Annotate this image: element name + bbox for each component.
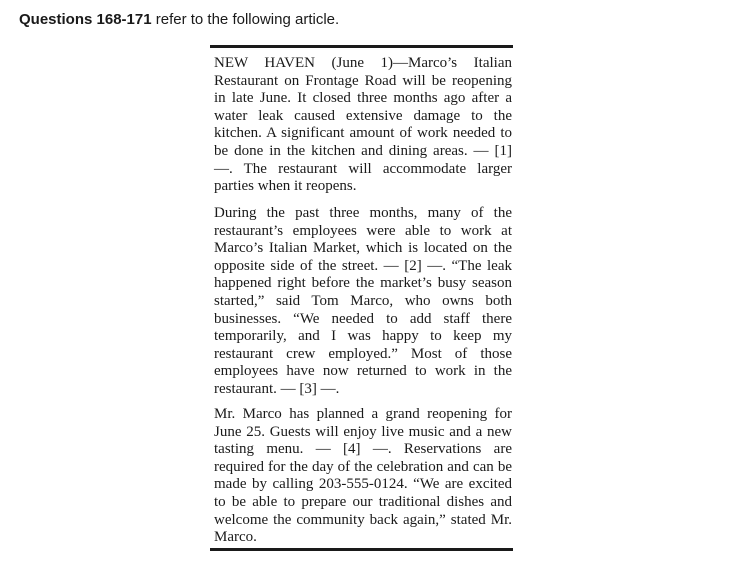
question-instruction: refer to the following article. [155,11,340,28]
article-box [210,45,513,551]
article-paragraph-3: Mr. Marco has planned a grand reopening for June 25. Guests will enjoy live music and a new tasting menu. — [4] —. Reservations are required for the day of the celebration and can be made by calling 203-555-0124. “We are excited to be able to prepare our traditional dishes and welcome the community back again,” stated Mr. Marco. [214,406,512,546]
question-number: Questions 168-171 [19,11,152,28]
article-paragraph-1: NEW HAVEN (June 1)—Marco’s Italian Restaurant on Frontage Road will be reopening in late June. It closed three months ago after a water leak caused extensive damage to the kitchen. A significant amount of work needed to be done in the kitchen and dining areas. — [1] —. The restaurant will accommodate larger parties when it reopens. [214,55,512,195]
question-header [19,11,339,29]
article-paragraph-2: During the past three months, many of the restaurant’s employees were able to work at Marco’s Italian Market, which is located on the opposite side of the street. — [2] —. “The leak happened right before the market’s busy season started,” said Tom Marco, who owns both businesses. “We needed to add staff there temporarily, and I was happy to keep my restaurant crew employed.” Most of those employees have now returned to work in the restaurant. — [3] —. [214,205,512,397]
